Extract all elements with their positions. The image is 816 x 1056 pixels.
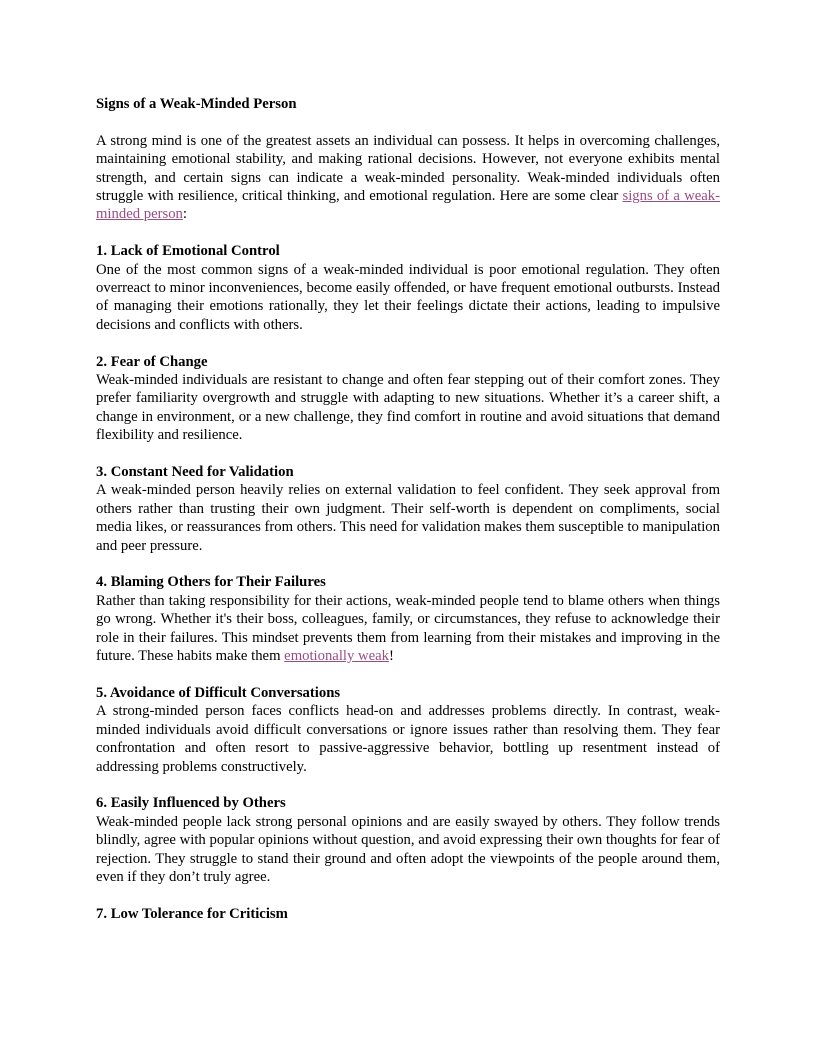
section-heading: 5. Avoidance of Difficult Conversations xyxy=(96,684,341,701)
document-title: Signs of a Weak-Minded Person xyxy=(96,96,297,112)
section-body-with-link xyxy=(96,592,720,666)
section-heading: 3. Constant Need for Validation xyxy=(96,464,294,481)
intro-text: A strong mind is one of the greatest assets an individual can possess. It helps in overcoming challenges, maintaining emotional stability, and making rational decisions. However, not everyone exhibits mental strength, and certain signs can indicate a weak-minded personality. Weak-minded individuals often struggle with resilience, critical thinking, and emotional regulation. Here are some clear xyxy=(96,132,720,205)
signs-link[interactable]: signs of a weak-minded person xyxy=(96,188,720,223)
section-body: Rather than taking responsibility for their actions, weak-minded people tend to blame others when things go wrong. Whether it's their boss, colleagues, family, or circumstances, they refuse to acknowledge their role in their failures. This mindset prevents them from learning from their mistakes and improving in the future. These habits make them xyxy=(96,592,720,665)
section-lack-of-emotional-control xyxy=(96,242,720,334)
section-fear-of-change xyxy=(96,353,720,445)
section-avoidance-of-difficult-conversations xyxy=(96,684,720,776)
section-body: Weak-minded individuals are resistant to change and often fear stepping out of their comfort zones. They prefer familiarity overgrowth and struggle with adapting to new situations. Whether it’s a career shift, a change in environment, or a new challenge, they find comfort in routine and avoid situations that demand flexibility and resilience. xyxy=(96,372,720,444)
section-heading: 2. Fear of Change xyxy=(96,353,208,370)
section-heading: 1. Lack of Emotional Control xyxy=(96,243,280,260)
section-after-link: ! xyxy=(389,648,394,665)
emotionally-weak-link[interactable]: emotionally weak xyxy=(284,648,389,665)
section-heading: 7. Low Tolerance for Criticism xyxy=(96,905,288,922)
document-page xyxy=(96,95,720,942)
section-easily-influenced xyxy=(96,794,720,886)
section-blaming-others xyxy=(96,573,720,665)
section-constant-need-for-validation xyxy=(96,463,720,555)
section-heading: 4. Blaming Others for Their Failures xyxy=(96,574,326,591)
section-heading: 6. Easily Influenced by Others xyxy=(96,795,286,812)
intro-paragraph xyxy=(96,132,720,224)
section-body: Weak-minded people lack strong personal opinions and are easily swayed by others. They follow trends blindly, agree with popular opinions without question, and avoid expressing their own thoughts for fear of rejection. They struggle to stand their ground and often adopt the viewpoints of the people around them, even if they don’t truly agree. xyxy=(96,813,720,885)
section-body: One of the most common signs of a weak-minded individual is poor emotional regulation. They often overreact to minor inconveniences, become easily offended, or have frequent emotional outbursts. Instead of managing their emotions rationally, they let their feelings dictate their actions, leading to impulsive decisions and conflicts with others. xyxy=(96,261,720,333)
section-body: A weak-minded person heavily relies on external validation to feel confident. They seek approval from others rather than trusting their own judgment. Their self-worth is dependent on compliments, social media likes, or reassurances from others. This need for validation makes them susceptible to manipulation and peer pressure. xyxy=(96,482,720,554)
section-body: A strong-minded person faces conflicts head-on and addresses problems directly. In contrast, weak-minded individuals avoid difficult conversations or ignore issues rather than resolving them. They fear confrontation and often resort to passive-aggressive behavior, bottling up resentment instead of addressing problems constructively. xyxy=(96,703,720,775)
section-low-tolerance-for-criticism xyxy=(96,905,720,923)
intro-after-link: : xyxy=(182,206,187,223)
